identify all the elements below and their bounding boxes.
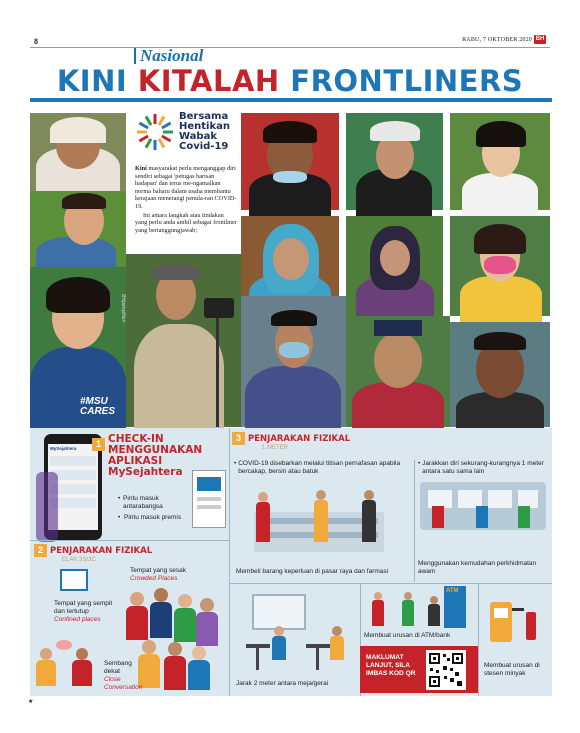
crowded-places-item [130,567,210,583]
qr-callout-text: MAKLUMAT LANJUT, SILA IMBAS KOD QR [366,654,416,677]
step1-bullet2: • Pintu masuk premis [118,514,182,521]
shirt-text: #MSU CARES [80,396,116,417]
step1-bullet1: • Pintu masuk antarabangsa [118,495,188,511]
step1-title: CHECK-IN MENGGUNAKAN APLIKASI MySejahtera [108,433,203,478]
photo-woman-mask [241,113,339,210]
qr-code[interactable] [426,650,466,690]
headline-rule [30,98,552,102]
panel-divider-step2 [30,540,229,541]
logo-line1: Bersama [179,111,229,122]
photo-elderly-woman [30,113,126,191]
photo-credit: Bhlpenyiliteri [120,294,126,323]
photo-woman-heart [346,216,443,316]
atm-label: ATM [446,588,459,594]
building-icon [60,569,88,591]
photo-man-songkok [346,316,450,427]
issue-date: RABU, 7 OKTOBER 2020 [462,37,532,43]
confined-places-item [54,600,114,624]
confined-ms: Tempat yang sempit dan tertutup [54,600,113,615]
step3-bullet2: • Jarakkan diri sekurang-kurangnya 1 meter antara satu sama lain [418,460,548,476]
footer-mark: ★ [28,699,34,705]
panel-divider-right [414,460,415,582]
headline-part2: KITALAH [137,64,280,98]
headline-part1: KINI [56,64,138,98]
step2-number: 2 [34,544,47,557]
section-name: Nasional [140,46,204,65]
step3-title: PENJARAKAN FIZIKAL [248,434,351,444]
logo-line3: Wabak [179,131,217,142]
page-number: 8 [34,37,38,46]
caption-fuel-station: Membuat urusan di stesen minyak [484,662,540,677]
step3-bullet1-text: COVID-19 disebarkan melalui titisan pernafasan apabila bercakap, bersin atau batuk [238,460,401,475]
step3-subtitle: 1 METER [262,445,289,451]
app-name-label: MySejahtera [50,446,77,451]
intro-text [135,165,237,234]
panel-divider-fuel [478,584,479,696]
fuel-pump-illustration [486,598,542,650]
photo-cyclist [346,113,443,210]
close-conversation-item [104,660,148,692]
app-screenshot [192,470,226,528]
newspaper-logo: BH [535,36,545,42]
photo-young-man [30,191,126,267]
campaign-logo [135,108,239,162]
panel-divider-vertical [229,428,230,696]
header-rule [30,47,550,48]
photo-young-woman [450,113,550,210]
train-illustration [420,482,546,530]
caption-public-transport: Menggunakan kemudahan perkhidmatan awam [418,560,537,575]
atm-illustration [364,586,474,630]
caption-table-distance: Jarak 2 meter antara meja/gerai [236,680,329,687]
camera-icon [204,298,234,318]
logo-line4: Covid-19 [179,141,229,152]
section-bar [134,48,136,64]
panel-divider-step3 [230,583,552,584]
intro-paragraph1 [135,165,237,211]
crowded-ms: Tempat yang sesak [130,567,187,574]
photo-girl-glasses [30,267,126,427]
intro-paragraph1-text: masyarakat perlu menganggap diri sendiri sebagai 'petugas barisan hadapan' dan terus me-ngamalkan norma baharu dalam usaha membantu kerajaan menerangi penula-ran COVID-19. [135,165,237,210]
intro-paragraph2: Ini antara langkah atau tindakan yang perlu anda ambil sebagai frontliner yang bertanggungjawab; [135,211,237,234]
conversation-illustration [36,640,96,690]
caption-atm: Membuat urusan di ATM/bank [364,632,451,639]
logo-line2: Hentikan [179,121,230,132]
photo-man-camera [120,254,241,427]
headline-part3: FRONTLINERS [279,64,524,98]
cafe-illustration [236,590,356,676]
photo-man-mask [241,296,346,427]
intro-lead: Kini [135,165,147,172]
close-ms: Sembang dekat [104,660,132,675]
step3-bullet1: • COVID-19 disebarkan melalui titisan pernafasan apabila bercakap, bersin atau batuk [234,460,410,476]
photo-woman-pink-mask [450,216,550,316]
headline [0,64,580,98]
close-en: Close Conversation [104,676,143,691]
step2-title: PENJARAKAN FIZIKAL [50,546,153,556]
step1-bullets [118,495,188,522]
photo-man-mustache [450,322,550,427]
campaign-burst-icon [135,112,175,152]
qr-code-icon [426,650,466,690]
step1-number: 1 [92,438,105,451]
step1-bullet1-text: Pintu masuk antarabangsa [123,495,163,510]
step1-bullet2-text: Pintu masuk premis [124,514,182,521]
crowded-en: Crowded Places [130,575,178,582]
step3-number: 3 [232,432,245,445]
step2-subtitle: ELAK 3S/3C [62,557,96,563]
caption-supermarket: Membeli barang keperluan di pasar raya dan farmasi [236,568,389,575]
supermarket-illustration [236,484,406,562]
phone-gradient [36,472,58,542]
campaign-logo-text [179,112,230,152]
step3-bullet2-text: Jarakkan diri sekurang-kurangnya 1 meter antara satu sama lain [422,460,544,475]
confined-en: Confined places [54,616,101,623]
